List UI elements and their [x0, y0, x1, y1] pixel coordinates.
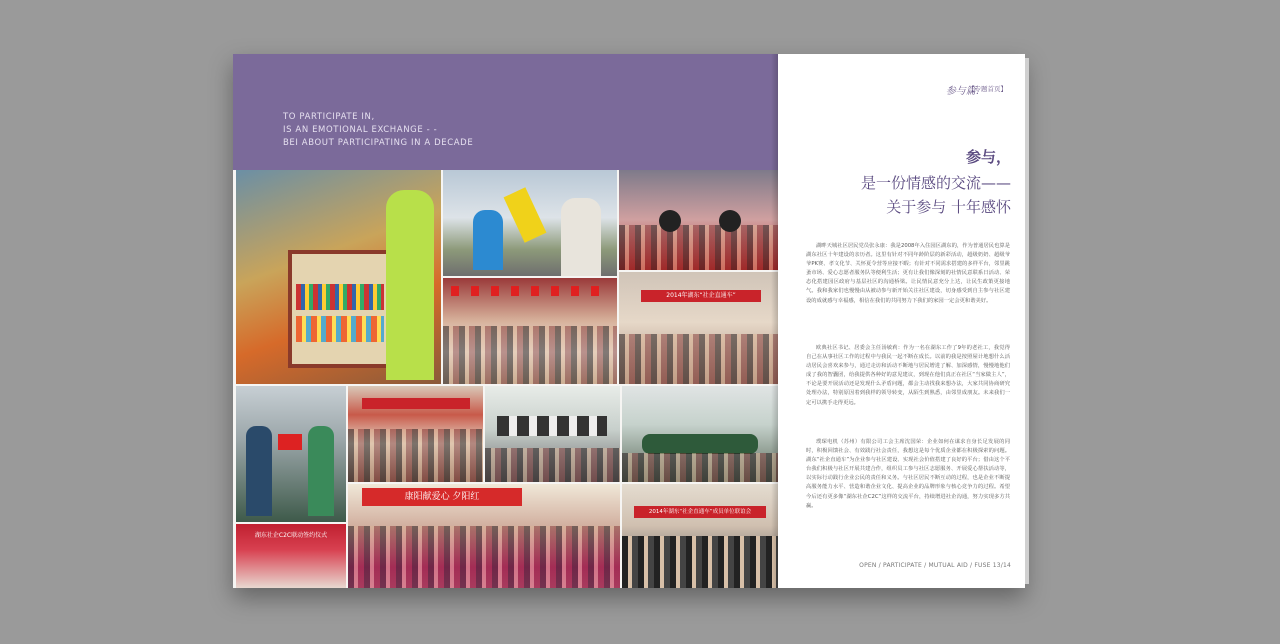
- photo-event-2014-b: [622, 484, 778, 588]
- photo-group-meeting: [348, 386, 483, 482]
- banner-volunteer: 康阳献爱心 夕阳红: [362, 488, 522, 506]
- photo-c2c-ceremony: [236, 524, 346, 588]
- section-tag: 【专题首页】: [968, 85, 1007, 93]
- title-line-1: 参与，: [965, 148, 1011, 166]
- page-edge: [1025, 58, 1029, 584]
- page-footer: OPEN / PARTICIPATE / MUTUAL AID / FUSE 13/14: [859, 562, 1011, 569]
- section-logo: 参与篇.: [945, 86, 979, 97]
- magazine-spread: [233, 54, 1025, 588]
- photo-bookshelf: [236, 170, 441, 384]
- banner-2014-b: 2014年湖东“社企直通车”成员单位联谊会: [634, 506, 766, 518]
- left-page: [233, 54, 778, 588]
- paragraph-3: 璞琛电机（苏州）有限公司工会主席沈国荣：企业如何在谋求自身长足发展的同时，积极回馈社会、有效践行社会责任，我想这是每个优质企业都在积极探索的问题。湖东“社企直通车”为企业参与社区建设、实现社会价值搭建了良好的平台；借由这个平台我们积极与社区开展共建合作，组织员工参与社区志愿服务、开展爱心帮扶活动等，以实际行动践行企业公民的责任和义务。与社区居民不断互动的过程，也是企业不断提高服务能力水平、营造和谐企业文化、提高企业的品牌形象与核心竞争力的过程。希望今后还有更多像“湖东社企C2C”这样的交流平台，持续增进社企沟通，努力实现多方共赢。: [806, 439, 1010, 509]
- photo-conference-table: [622, 386, 778, 482]
- paragraph-2: 欧典社区书记、居委会主任汤敏莉：作为一名在湖东工作了9年的老社工，我觉得自己在从事社区工作的过程中与我民一起不断在成长。以前的我是按照屋计地想什么活动居民会喜欢来参与，通过走访和活动不断地与居民增进了解、加深感情，慢慢地他们成了我的智囊团，给我提供各种好的意见建议，到现在他们真正在社区“当家做主人”，不论是要开展活动还是发现什么矛盾问题，都会主动找我来想办法，大家共同协商研究处理办法，特别原因着到我样的领导转变，从陌生到熟悉，由邻里成朋友。未来我们一定可以携手走得更远。: [806, 345, 1010, 406]
- title-line-2: 是一份情感的交流——: [860, 174, 1011, 192]
- paragraph-1: 湖畔天城社区居民党员张永康：我是2008年入住园区湖东的，作为普通居民也算是湖东社区十年建设的亲历者。这里有针对不同年龄阶层的新彩活动，超级奶奶、超级爷爷PK赛、孝文化节、关怀夏令营等应接不暇；有针对不同需求搭建的多样平台，邻里跳蚤市场、爱心志愿者服务队等便利生活；更有让我们像深刻的社情民意联系日活动、荣态化搭建园区政府与基层社区的沟通桥梁。让民情民意充分上达，让民生政策更接地气。我和我家们也慢慢由从被动参与新开始关注社区建设，切身感受到自主参与社区建设的成就感与幸福感，相信在我们的共同努力下我们的家园一定会更和谐美好。: [806, 243, 1010, 304]
- banner-c2c: 湖东社企C2C联动签约仪式: [254, 532, 328, 539]
- title-banner: [233, 54, 778, 170]
- banner-line-1: TO PARTICIPATE IN,: [283, 112, 375, 122]
- banner-line-2: IS AN EMOTIONAL EXCHANGE - -: [283, 125, 438, 135]
- photo-street-visit: [443, 170, 617, 276]
- photo-banquet: [443, 278, 617, 384]
- photo-volunteer-group: [348, 484, 620, 588]
- photo-award: [236, 386, 346, 522]
- photo-event-2014-a: [619, 272, 778, 384]
- banner-line-3: BEI ABOUT PARTICIPATING IN A DECADE: [283, 138, 474, 148]
- banner-2014-a: 2014年湖东“社企直通车”: [641, 290, 761, 302]
- photo-computer-room: [485, 386, 620, 482]
- title-line-3: 关于参与 十年感怀: [886, 198, 1011, 216]
- photo-mascots: [619, 170, 778, 270]
- bookshelf: [288, 250, 396, 368]
- right-page: [778, 54, 1025, 588]
